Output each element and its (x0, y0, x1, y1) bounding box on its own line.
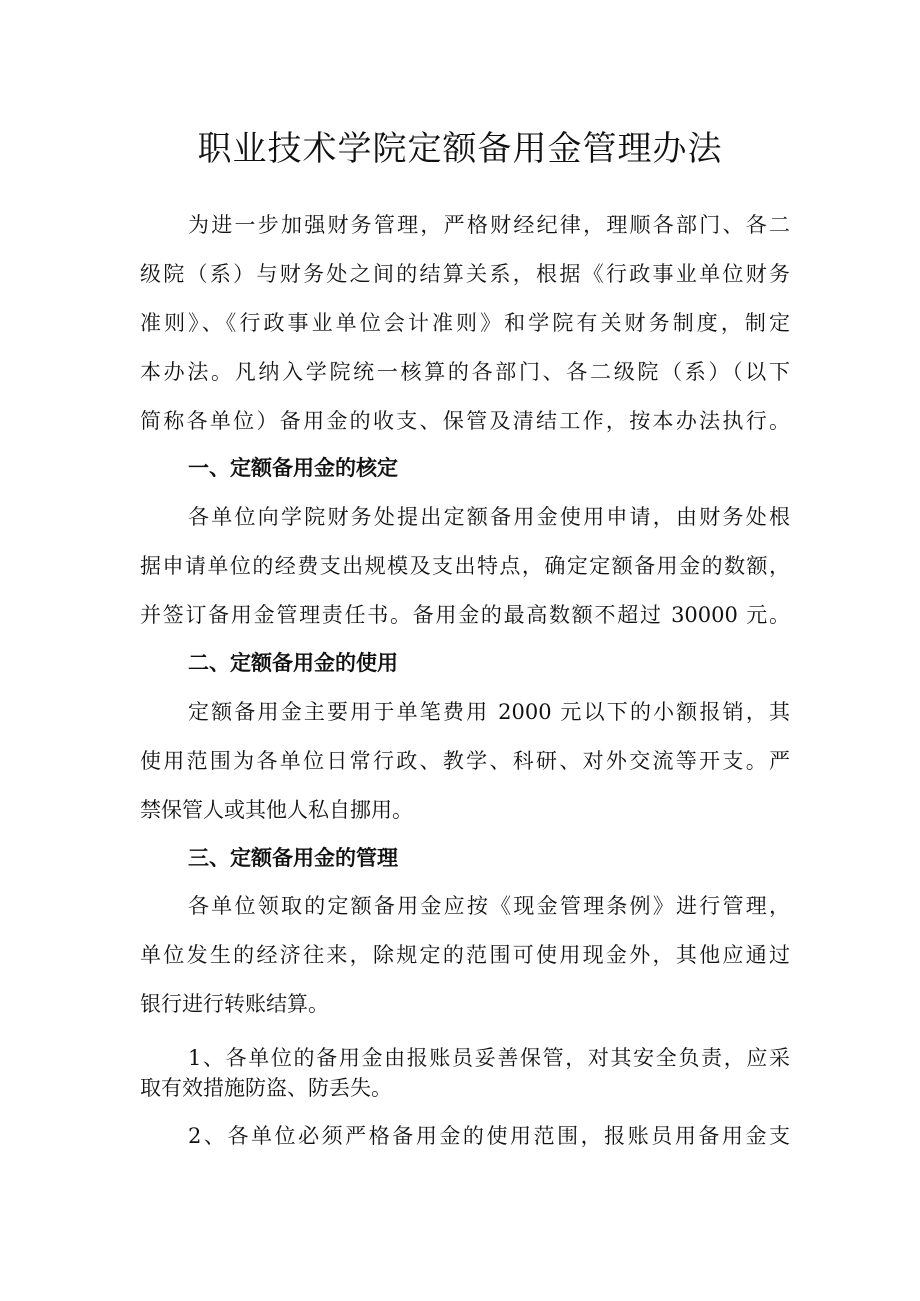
intro-line-2: 级院（系）与财务处之间的结算关系，根据《行政事业单位财务 (140, 262, 790, 286)
section-3-line-2: 单位发生的经济往来，除规定的范围可使用现金外，其他应通过 (140, 943, 790, 967)
document-title: 职业技术学院定额备用金管理办法 (197, 129, 723, 169)
section-3-heading: 三、定额备用金的管理 (188, 846, 398, 870)
section-3-line-3: 银行进行转账结算。 (140, 992, 329, 1016)
item-1-line-2: 取有效措施防盗、防丢失。 (140, 1076, 392, 1100)
intro-line-5: 简称各单位）备用金的收支、保管及清结工作，按本办法执行。 (140, 409, 790, 433)
section-2-line-2: 使用范围为各单位日常行政、教学、科研、对外交流等开支。严 (140, 749, 790, 773)
intro-line-4: 本办法。凡纳入学院统一核算的各部门、各二级院（系）（以下 (140, 360, 790, 384)
section-1-line-2: 据申请单位的经费支出规模及支出特点，确定定额备用金的数额， (140, 554, 790, 578)
section-2-line-3: 禁保管人或其他人私自挪用。 (140, 798, 413, 822)
section-1-heading: 一、定额备用金的核定 (188, 456, 398, 480)
section-2-heading: 二、定额备用金的使用 (188, 651, 398, 675)
section-2-line-1: 定额备用金主要用于单笔费用 2000 元以下的小额报销，其 (188, 700, 790, 724)
intro-line-3: 准则》、《行政事业单位会计准则》和学院有关财务制度，制定 (140, 311, 790, 335)
item-2-line-1: 2、各单位必须严格备用金的使用范围，报账员用备用金支 (188, 1124, 790, 1148)
item-1-line-1: 1、各单位的备用金由报账员妥善保管，对其安全负责，应采 (188, 1046, 790, 1070)
section-1-line-1: 各单位向学院财务处提出定额备用金使用申请，由财务处根 (188, 505, 790, 529)
section-1-line-3: 并签订备用金管理责任书。备用金的最高数额不超过 30000 元。 (140, 603, 790, 627)
intro-line-1: 为进一步加强财务管理，严格财经纪律，理顺各部门、各二 (188, 213, 790, 237)
section-3-line-1: 各单位领取的定额备用金应按《现金管理条例》进行管理， (188, 894, 790, 918)
